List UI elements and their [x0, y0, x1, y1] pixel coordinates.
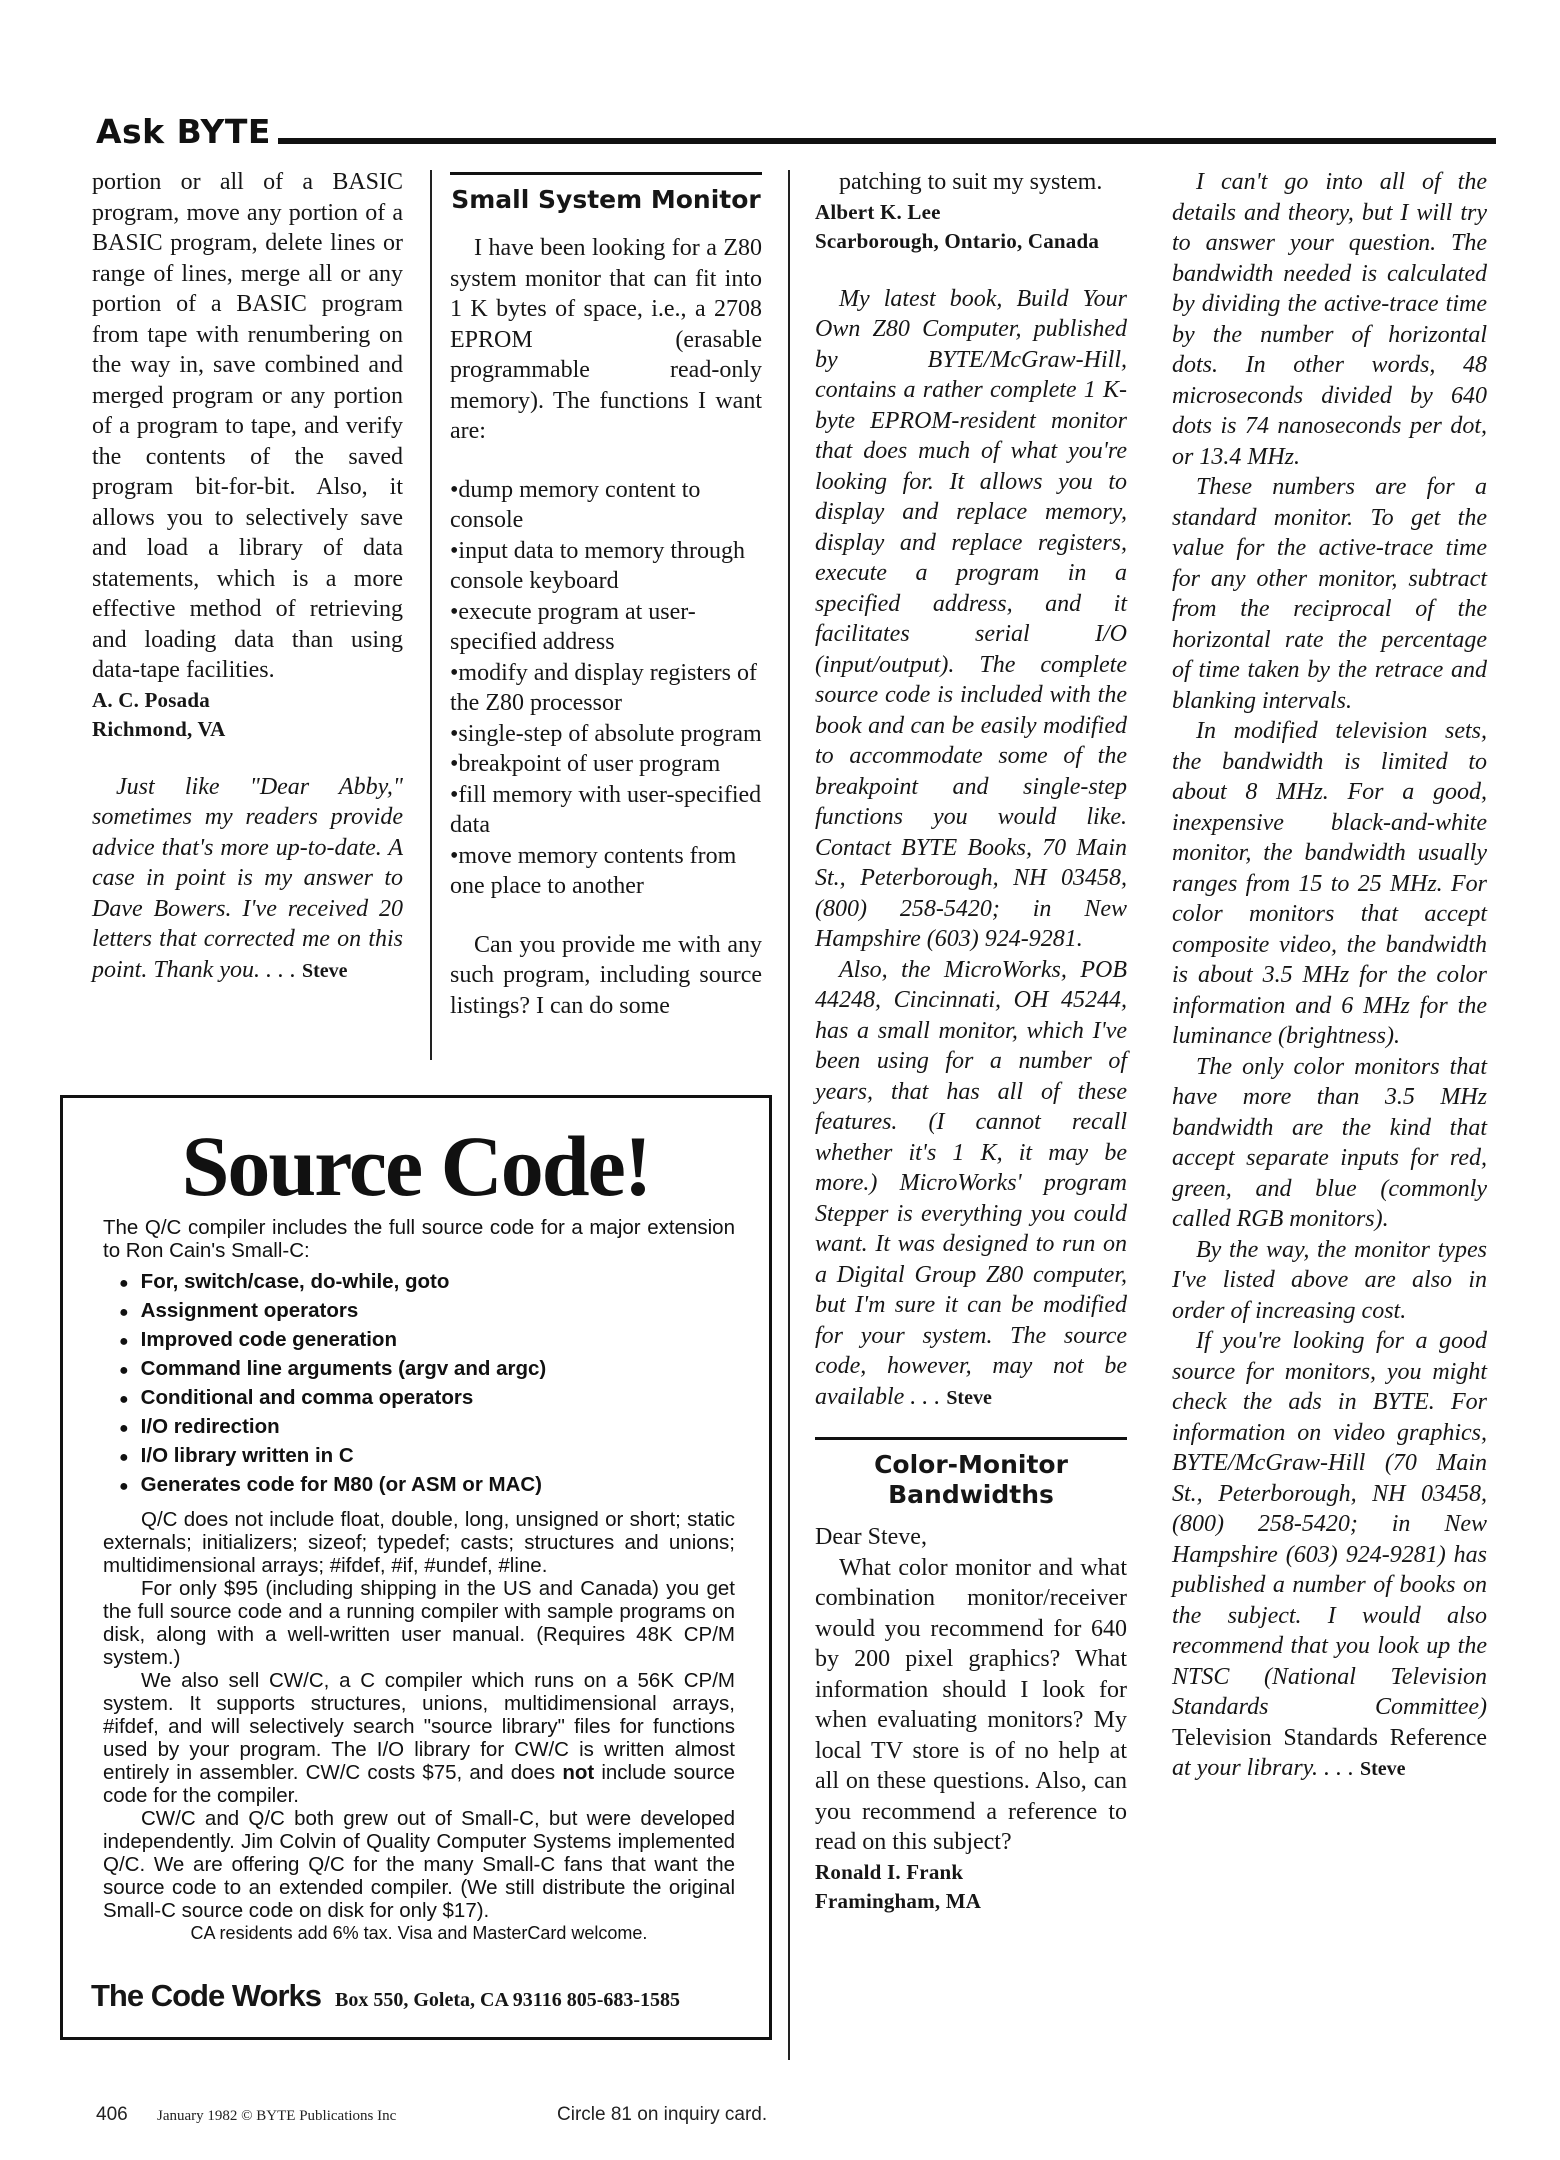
- column-2: [450, 172, 762, 1021]
- ad-emphasis: not: [562, 1761, 595, 1784]
- editor-reply: [815, 955, 1127, 1414]
- ad-paragraph: For only $95 (including shipping in the US and Canada) you get the full source code and a running compiler with sample programs on disk, along with a well-written user manual. (Requires 48K CP/M system.): [103, 1577, 735, 1669]
- list-item: ● Assignment operators: [119, 1297, 735, 1326]
- ad-footer: [91, 1978, 751, 2014]
- list-item: •execute program at user-specified address: [450, 598, 696, 655]
- reply-text: at your library. . . .: [1172, 1755, 1355, 1781]
- ad-feature-list: [119, 1268, 735, 1500]
- ad-text: include source code for the compiler.: [103, 1761, 735, 1807]
- list-item: •breakpoint of user program: [450, 751, 721, 777]
- editor-reply-paragraph: The only color monitors that have more than 3.5 MHz bandwidth are the kind that accept separate inputs for red, green, and blue (commonly called RGB monitors).: [1172, 1053, 1487, 1232]
- advertisement: [60, 1095, 772, 2040]
- editor-reply-text: Also, the MicroWorks, POB 44248, Cincinnati, OH 45244, has a small monitor, which I've been using for a number of years, that has all of these features. (I cannot recall whether it's 1 K, it may be more.) MicroWorks' program Stepper is everything you could want. It was designed to run on a Digital Group Z80 computer, but I'm sure it can be modified for your system. The source code, however, may not be available . . .: [815, 956, 1127, 1410]
- article-heading: Color-Monitor Bandwidths: [874, 1450, 1068, 1509]
- monitor-functions-list: [450, 475, 762, 902]
- spacer: [450, 447, 762, 475]
- reference-title: Television Standards Reference: [1172, 1724, 1487, 1751]
- list-item: ● Conditional and comma operators: [119, 1384, 735, 1413]
- ad-paragraph: Q/C does not include float, double, long, unsigned or short; static externals; initializers; sizeof; typedef; casts; structures and unions; multidimensional arrays; #ifdef, #if, #undef, #line.: [103, 1508, 735, 1577]
- letter-intro: I have been looking for a Z80 system monitor that can fit into 1 K bytes of space, i.e., a 2708 EPROM (erasable programmable read-only memory). The functions I want are:: [450, 235, 762, 444]
- letter-continuation: portion or all of a BASIC program, move any portion of a BASIC program, delete lines or range of lines, merge all or any portion of a BASIC program from tape with renumbering on the way in, save combined and merged program or any portion of a program to tape, and verify the contents of the saved program bit-for-bit. Also, it allows you to selectively save and load a library of data statements, which is a more effective method of retrieving and loading data than using data-tape facilities.: [92, 169, 403, 683]
- letter-continuation: patching to suit my system.: [839, 169, 1103, 195]
- letter-body: What color monitor and what combination monitor/receiver would you recommend for 640 by 200 pixel graphics? What information should I look for when evaluating monitors? My local TV store is of no help at all on these questions. Also, can you recommend a reference to read on this subject?: [815, 1554, 1127, 1855]
- editor-reply-text: Just like "Dear Abby," sometimes my readers provide advice that's more up-to-date. A case in point is my answer to Dave Bowers. I've received 20 letters that corrected me on this point. Thank you. . . .: [92, 773, 403, 983]
- section-title-ask-byte: Ask BYTE: [96, 112, 271, 151]
- list-item: ● Improved code generation: [119, 1326, 735, 1355]
- list-item: •fill memory with user-specified data: [450, 781, 762, 838]
- letter-closing: Can you provide me with any such program, including source listings? I can do some: [450, 931, 762, 1019]
- header-rule: [278, 138, 1496, 144]
- letter-signature-name: A. C. Posada: [92, 687, 210, 712]
- column-4: [1172, 167, 1487, 1785]
- editor-reply-paragraph: I can't go into all of the details and theory, but I will try to answer your question. The bandwidth needed is calculated by dividing the active-trace time by the number of horizontal dots. In other words, 48 microseconds divided by 640 dots is 74 nanoseconds per dot, or 13.4 MHz.: [1172, 169, 1487, 470]
- ad-paragraph: CW/C and Q/C both grew out of Small-C, but were developed independently. Jim Colvin of Quality Computer Systems implemented Q/C. We are offering Q/C for the many Small-C fans that want the source code to an extended compiler. (We still distribute the original Small-C source code on disk for only $17).: [103, 1807, 735, 1922]
- editor-reply: [92, 772, 403, 987]
- column-divider: [430, 170, 432, 1060]
- list-item: •move memory contents from one place to another: [450, 842, 737, 899]
- editor-reply: My latest book, Build Your Own Z80 Computer, published by BYTE/McGraw-Hill, contains a rather complete 1 K-byte EPROM-resident monitor that does much of what you're looking for. It allows you to display and replace memory, display and replace registers, execute a program in a specified address, and it facilitates serial I/O (input/output). The complete source code is included with the book and can be easily modified to accommodate some of the breakpoint and single-step functions you would like. Contact BYTE Books, 70 Main St., Peterborough, NH 03458, (800) 258-5420; in New Hampshire (603) 924-9281.: [815, 285, 1127, 952]
- editor-reply-paragraph: These numbers are for a standard monitor. To get the value for the active-trace time for any other monitor, subtract from the reciprocal of the horizontal rate the percentage of time taken by the retrace and blanking intervals.: [1172, 474, 1487, 714]
- list-item: •input data to memory through console keyboard: [450, 537, 746, 594]
- column-3: [815, 167, 1127, 1916]
- list-item: ● Generates code for M80 (or ASM or MAC): [119, 1471, 735, 1500]
- ad-paragraph: [103, 1669, 735, 1807]
- ad-body: [103, 1216, 735, 1945]
- inquiry-note: Circle 81 on inquiry card.: [557, 2104, 768, 2125]
- letter-salutation: Dear Steve,: [815, 1524, 927, 1550]
- letter-signature-name: Ronald I. Frank: [815, 1859, 964, 1884]
- letter-signature-place: Scarborough, Ontario, Canada: [815, 228, 1100, 253]
- letter-signature-name: Albert K. Lee: [815, 199, 941, 224]
- editor-signature: Steve: [302, 959, 348, 982]
- editor-signature: Steve: [1360, 1758, 1406, 1780]
- letter-signature-place: Framingham, MA: [815, 1888, 982, 1913]
- editor-signature: Steve: [946, 1386, 992, 1409]
- column-1: [92, 167, 403, 986]
- list-item: ● I/O library written in C: [119, 1442, 735, 1471]
- issue-credit: January 1982 © BYTE Publications Inc: [157, 2108, 397, 2124]
- list-item: •modify and display registers of the Z80 processor: [450, 659, 758, 716]
- ad-intro: The Q/C compiler includes the full source code for a major extension to Ron Cain's Small-C:: [103, 1216, 735, 1262]
- ad-tax-note: CA residents add 6% tax. Visa and MasterCard welcome.: [190, 1923, 648, 1943]
- spacer: [92, 744, 403, 772]
- spacer: [815, 256, 1127, 284]
- spacer: [815, 1413, 1127, 1437]
- letter-signature-place: Richmond, VA: [92, 716, 226, 741]
- ad-text: We also sell CW/C, a C compiler which runs on a 56K CP/M system. It supports structures, unions, multidimensional arrays, #ifdef, and will selectively search "source library" files for functions used by your program. The I/O library for CW/C is written almost entirely in assembler. CW/C costs $75, and does: [103, 1669, 735, 1784]
- editor-reply-paragraph: In modified television sets, the bandwidth is limited to about 8 MHz. For a good, inexpensive black-and-white monitor, the bandwidth usually ranges from 15 to 25 MHz. For color monitors that accept composite video, the bandwidth is about 3.5 MHz for the color information and 6 MHz for the luminance (brightness).: [1172, 718, 1487, 1049]
- list-item: •single-step of absolute program: [450, 720, 762, 747]
- company-address: Box 550, Goleta, CA 93116 805-683-1585: [335, 1989, 681, 2011]
- list-item: •dump memory content to console: [450, 476, 701, 533]
- list-item: ● I/O redirection: [119, 1413, 735, 1442]
- page-header: [96, 112, 1496, 152]
- section-rule: [450, 172, 762, 175]
- spacer: [450, 902, 762, 930]
- company-name: The Code Works: [91, 1978, 322, 2013]
- editor-reply-paragraph: By the way, the monitor types I've listed above are also in order of increasing cost.: [1172, 1236, 1487, 1324]
- list-item: ● Command line arguments (argv and argc): [119, 1355, 735, 1384]
- reply-text: If you're looking for a good source for monitors, you might check the ads in BYTE. For information on video graphics, BYTE/McGraw-Hill (70 Main St., Peterborough, NH 03458, (800) 258-5420; in New Hampshire (603) 924-9281) has published a number of books on the subject. I would also recommend that you look up the NTSC (National Television Standards Committee): [1172, 1328, 1487, 1720]
- page-number: 406: [96, 2104, 128, 2125]
- column-divider: [788, 170, 790, 2060]
- ad-headline: Source Code!: [181, 1118, 651, 1214]
- article-heading: Small System Monitor: [451, 185, 761, 214]
- list-item: ● For, switch/case, do-while, goto: [119, 1268, 735, 1297]
- editor-reply-paragraph: [1172, 1326, 1487, 1785]
- section-rule: [815, 1437, 1127, 1440]
